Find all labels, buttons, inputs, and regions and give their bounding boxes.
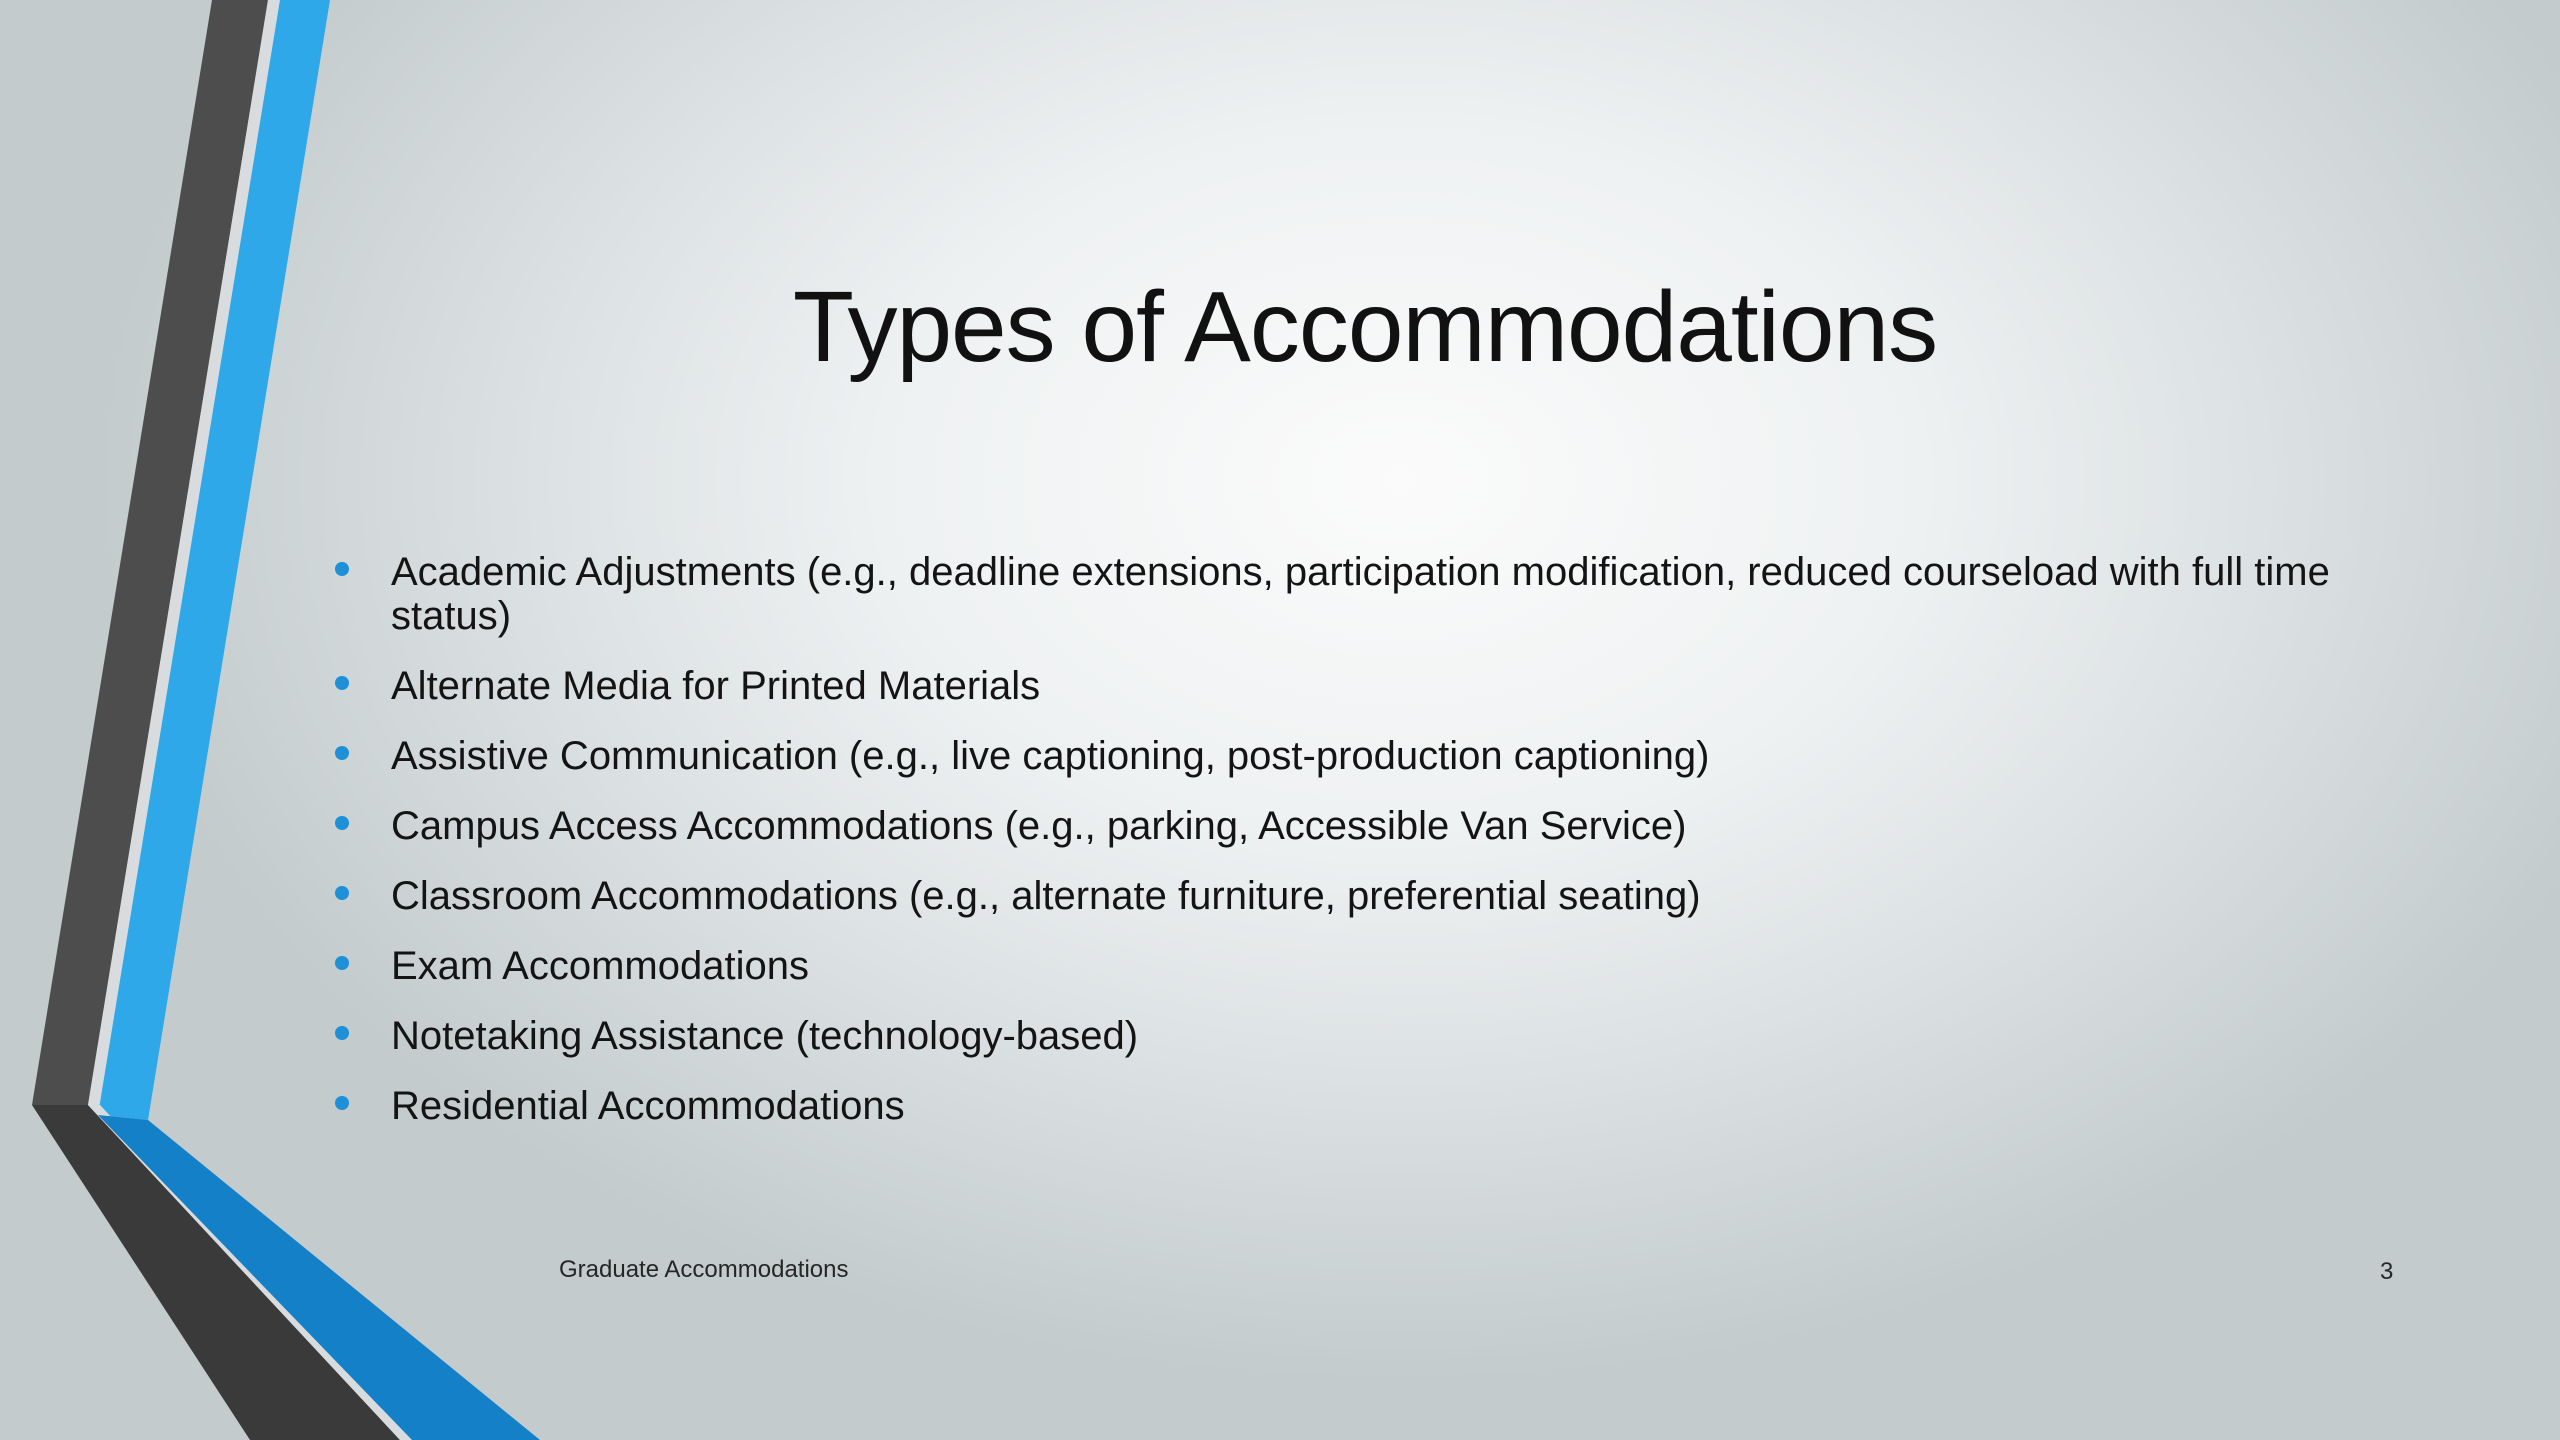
bullet-point-icon xyxy=(335,816,349,830)
bullet-text: Notetaking Assistance (technology-based) xyxy=(391,1014,1139,1058)
gray-stripe-lower xyxy=(32,1105,400,1440)
page-number: 3 xyxy=(2380,1258,2394,1285)
bullet-point-icon xyxy=(335,886,349,900)
bullet-text: Campus Access Accommodations (e.g., parking, Accessible Van Service) xyxy=(391,804,1687,848)
list-item xyxy=(325,944,2415,988)
bullet-text: Assistive Communication (e.g., live captioning, post-production captioning) xyxy=(391,734,1710,778)
list-item xyxy=(325,874,2415,918)
list-item xyxy=(325,804,2415,848)
bullet-text: Exam Accommodations xyxy=(391,944,809,988)
list-item xyxy=(325,550,2415,638)
bullet-point-icon xyxy=(335,562,349,576)
footer-text: Graduate Accommodations xyxy=(559,1256,849,1283)
bullet-point-icon xyxy=(335,956,349,970)
bullet-point-icon xyxy=(335,1096,349,1110)
list-item xyxy=(325,1014,2415,1058)
bullet-point-icon xyxy=(335,1026,349,1040)
list-item xyxy=(325,734,2415,778)
bullet-point-icon xyxy=(335,676,349,690)
list-item xyxy=(325,664,2415,708)
light-separator-upper xyxy=(88,0,280,1105)
bullet-text: Classroom Accommodations (e.g., alternate furniture, preferential seating) xyxy=(391,874,1701,918)
bullet-text: Alternate Media for Printed Materials xyxy=(391,664,1041,708)
list-item xyxy=(325,1084,2415,1128)
bullet-point-icon xyxy=(335,746,349,760)
bullet-text: Academic Adjustments (e.g., deadline extensions, participation modification, reduced courseload with full time status) xyxy=(391,550,2330,638)
slide-title: Types of Accommodations xyxy=(792,271,1938,383)
bullet-list xyxy=(325,550,2415,1154)
bullet-text: Residential Accommodations xyxy=(391,1084,905,1128)
